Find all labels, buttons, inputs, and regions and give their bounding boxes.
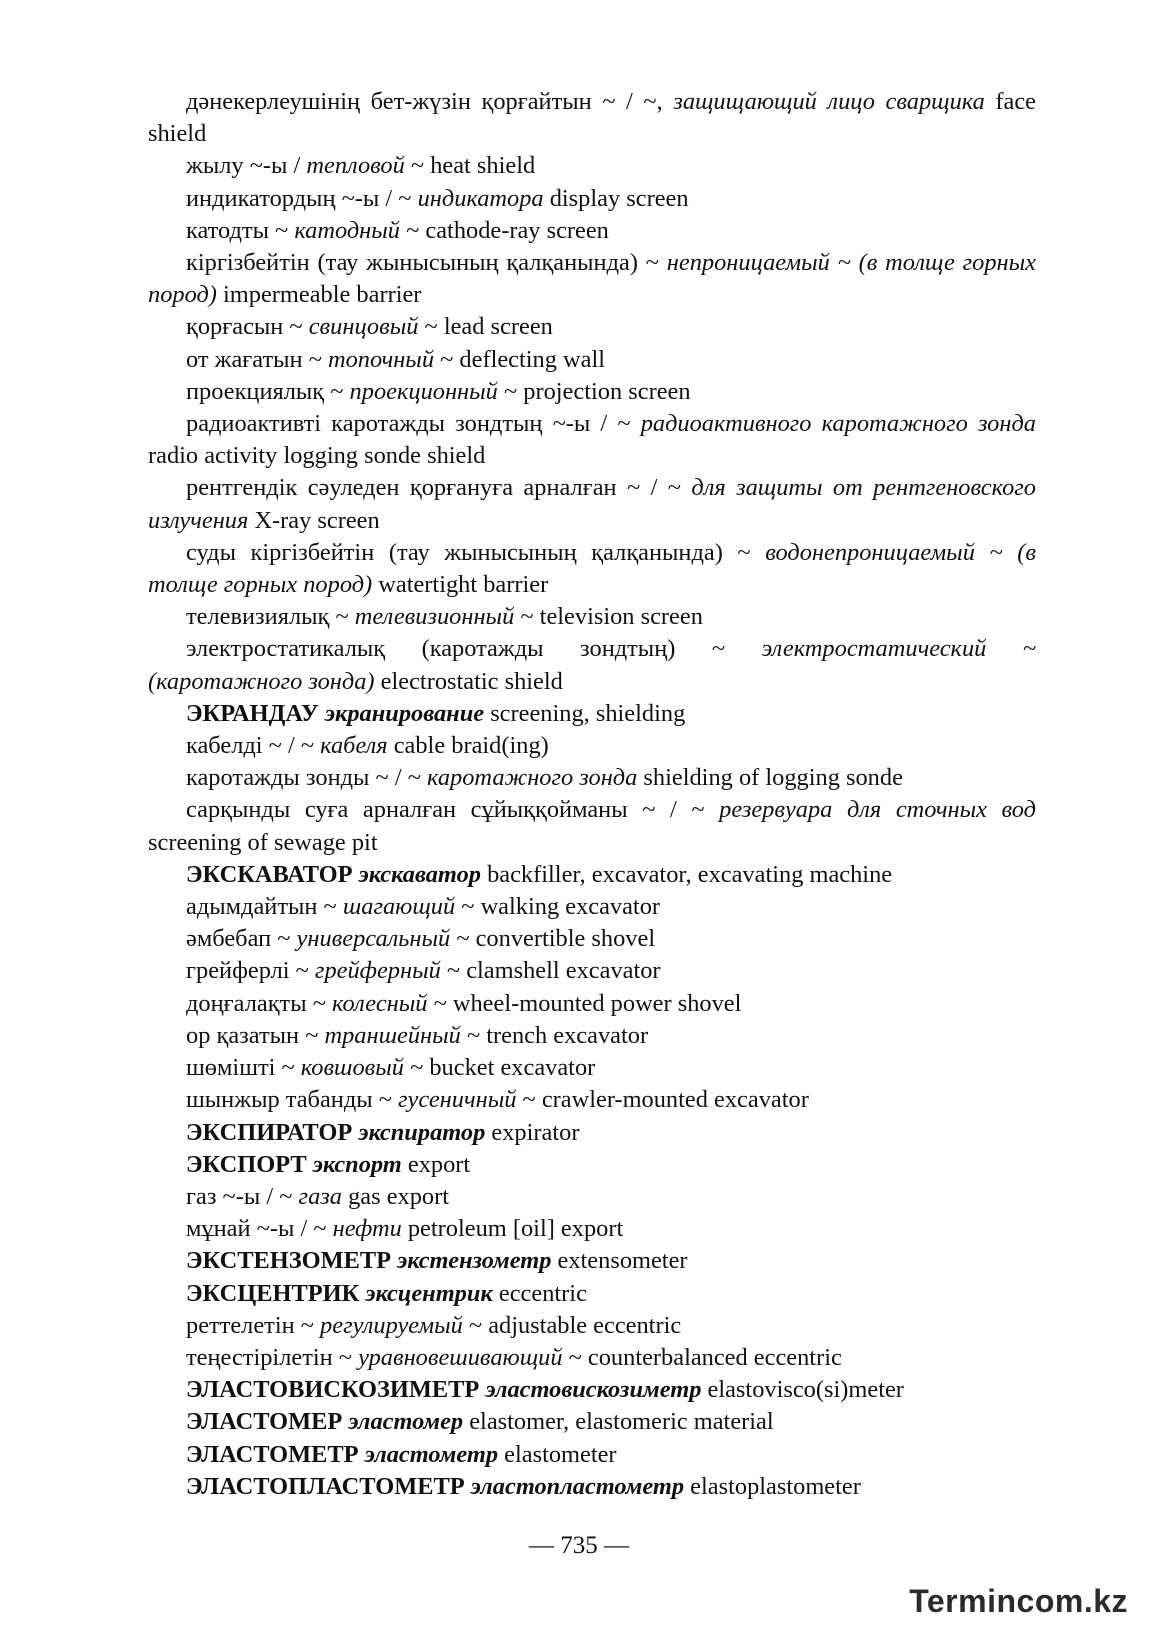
- term-russian: электростатический ~ (каротажного зонда): [148, 635, 1036, 695]
- headword-entry: [148, 698, 1036, 730]
- term-russian: телевизионный: [354, 603, 515, 631]
- headword-entry: [148, 1406, 1036, 1438]
- term-russian: проекционный: [349, 377, 498, 405]
- term-english: extensometer: [551, 1247, 688, 1275]
- term-english: elastometer: [498, 1440, 617, 1468]
- headword-entry: [148, 1117, 1036, 1149]
- term-kazakh: ор қазатын ~: [186, 1021, 325, 1049]
- term-kazakh: рентгендік сәуледен қорғануға арналған ~ / ~: [186, 474, 692, 502]
- term-kazakh: дәнекерлеушінің бет-жүзін қорғайтын ~ / ~,: [186, 88, 674, 115]
- term-russian: для защиты от рентгеновского излучения: [148, 474, 1036, 534]
- term-english: impermeable barrier: [216, 281, 422, 309]
- sub-entry: [148, 730, 1036, 762]
- term-russian: газа: [298, 1182, 342, 1210]
- sub-entry: [148, 955, 1036, 987]
- sub-entry: [148, 794, 1036, 858]
- site-watermark[interactable]: [909, 1583, 1128, 1620]
- sub-entry: [148, 376, 1036, 408]
- sub-entry: [148, 408, 1036, 472]
- sub-entry: [148, 891, 1036, 923]
- term-russian: каротажного зонда: [427, 764, 638, 792]
- term-kazakh: катодты ~: [186, 216, 295, 244]
- term-english: elastomer, elastomeric material: [463, 1408, 774, 1436]
- sub-entry: [148, 183, 1036, 215]
- term-english: ~ projection screen: [497, 377, 691, 405]
- term-russian: резервуара для сточных вод: [719, 796, 1036, 824]
- headword-russian: эластометр: [364, 1440, 499, 1468]
- sub-entry: [148, 86, 1036, 150]
- term-english: ~ bucket excavator: [403, 1054, 596, 1082]
- sub-entry: [148, 762, 1036, 794]
- term-english: gas export: [341, 1182, 450, 1210]
- term-kazakh: шөмішті ~: [186, 1054, 301, 1082]
- page-number: — 735 —: [529, 1532, 629, 1559]
- sub-entry: [148, 1020, 1036, 1052]
- term-english: ~ crawler-mounted excavator: [516, 1086, 809, 1114]
- watermark-text: Termincom.kz: [909, 1583, 1128, 1619]
- sub-entry: [148, 988, 1036, 1020]
- term-english: elastoplastometer: [684, 1472, 861, 1500]
- headword-kazakh: ЭКСЦЕНТРИК: [186, 1279, 360, 1307]
- term-kazakh: кіргізбейтін (тау жынысының қалқанында) ~: [186, 249, 667, 277]
- headword-kazakh: ЭКРАНДАУ: [186, 699, 319, 727]
- term-english: screening of sewage pit: [148, 828, 378, 856]
- term-english: ~ clamshell excavator: [440, 957, 661, 985]
- term-kazakh: грейферлі ~: [186, 957, 315, 985]
- term-russian: грейферный: [314, 957, 441, 985]
- headword-kazakh: ЭКСПИРАТОР: [186, 1118, 353, 1146]
- term-kazakh: сарқынды суға арналған сұйыққойманы ~ / ~: [186, 796, 720, 824]
- headword-kazakh: ЭЛАСТОВИСКОЗИМЕТР: [186, 1376, 480, 1404]
- sub-entry: [148, 344, 1036, 376]
- term-kazakh: радиоактивті каротажды зондтың ~-ы / ~: [186, 410, 641, 438]
- term-kazakh: кабелді ~ / ~: [186, 732, 321, 760]
- headword-kazakh: ЭЛАСТОМЕР: [186, 1408, 343, 1436]
- term-russian: кабеля: [320, 732, 388, 760]
- headword-kazakh: ЭЛАСТОМЕТР: [186, 1440, 359, 1468]
- term-russian: колесный: [332, 989, 428, 1017]
- term-english: ~ cathode-ray screen: [400, 216, 609, 244]
- sub-entry: [148, 633, 1036, 697]
- term-english: expirator: [485, 1118, 580, 1146]
- term-english: ~ trench excavator: [460, 1021, 649, 1049]
- sub-entry: [148, 1310, 1036, 1342]
- headword-entry: [148, 1471, 1036, 1503]
- term-english: petroleum [oil] export: [401, 1215, 624, 1243]
- term-russian: радиоактивного каротажного зонда: [640, 410, 1036, 438]
- term-kazakh: электростатикалық (каротажды зондтың) ~: [186, 635, 762, 663]
- term-english: ~ television screen: [514, 603, 703, 631]
- headword-russian: экспорт: [312, 1150, 402, 1178]
- sub-entry: [148, 1052, 1036, 1084]
- term-english: ~ walking excavator: [455, 893, 661, 921]
- term-english: ~ adjustable eccentric: [462, 1311, 682, 1339]
- sub-entry: [148, 150, 1036, 182]
- headword-russian: эластовискозиметр: [485, 1376, 702, 1404]
- headword-kazakh: ЭЛАСТОПЛАСТОМЕТР: [186, 1472, 465, 1500]
- sub-entry: [148, 1084, 1036, 1116]
- term-russian: водонепроницаемый ~ (в толще горных пород): [148, 538, 1036, 599]
- term-english: ~ lead screen: [418, 313, 553, 341]
- term-english: watertight barrier: [372, 571, 549, 599]
- headword-kazakh: ЭКСКАВАТОР: [186, 860, 353, 888]
- term-russian: свинцовый: [308, 313, 419, 341]
- term-kazakh: каротажды зонды ~ / ~: [186, 764, 428, 792]
- headword-russian: экстензометр: [397, 1247, 552, 1275]
- term-kazakh: проекциялық ~: [186, 377, 350, 405]
- term-kazakh: шынжыр табанды ~: [186, 1086, 399, 1114]
- term-russian: индикатора: [417, 184, 544, 212]
- term-kazakh: мұнай ~-ы / ~: [186, 1215, 333, 1243]
- term-english: ~ convertible shovel: [450, 925, 656, 953]
- headword-entry: [148, 1439, 1036, 1471]
- headword-entry: [148, 1245, 1036, 1277]
- term-english: eccentric: [492, 1279, 587, 1307]
- headword-russian: экспиратор: [358, 1118, 486, 1146]
- term-english: elastovisco(si)meter: [701, 1376, 904, 1404]
- term-russian: нефти: [332, 1215, 402, 1243]
- term-english: cable braid(ing): [387, 732, 549, 760]
- headword-russian: экранирование: [324, 699, 485, 727]
- headword-russian: эластопластометр: [470, 1472, 685, 1500]
- sub-entry: [148, 1181, 1036, 1213]
- sub-entry: [148, 1342, 1036, 1374]
- term-english: screening, shielding: [484, 699, 686, 727]
- term-russian: катодный: [294, 216, 400, 244]
- term-kazakh: газ ~-ы / ~: [186, 1182, 299, 1210]
- sub-entry: [148, 1213, 1036, 1245]
- term-english: radio activity logging sonde shield: [148, 442, 486, 470]
- term-kazakh: әмбебап ~: [186, 925, 297, 953]
- sub-entry: [148, 601, 1036, 633]
- term-russian: топочный: [328, 345, 435, 373]
- dictionary-column: [148, 86, 1036, 1503]
- term-english: X-ray screen: [248, 506, 380, 534]
- term-english: display screen: [543, 184, 689, 212]
- term-russian: регулируемый: [320, 1311, 463, 1339]
- term-kazakh: қорғасын ~: [186, 313, 309, 341]
- headword-russian: экскаватор: [358, 860, 481, 888]
- term-russian: гусеничный: [398, 1086, 517, 1114]
- sub-entry: [148, 472, 1036, 536]
- term-kazakh: реттелетін ~: [186, 1311, 321, 1339]
- headword-russian: эксцентрик: [365, 1279, 493, 1307]
- headword-entry: [148, 859, 1036, 891]
- sub-entry: [148, 923, 1036, 955]
- term-russian: защищающий лицо сварщика: [673, 88, 985, 115]
- term-kazakh: жылу ~-ы /: [186, 152, 307, 180]
- term-russian: универсальный: [296, 925, 451, 953]
- term-english: shielding of logging sonde: [637, 764, 903, 792]
- headword-entry: [148, 1278, 1036, 1310]
- term-kazakh: индикатордың ~-ы / ~: [186, 184, 418, 212]
- term-english: ~ deflecting wall: [434, 345, 606, 373]
- headword-entry: [148, 1374, 1036, 1406]
- term-russian: шагающий: [342, 893, 456, 921]
- sub-entry: [148, 247, 1036, 311]
- term-english: ~ wheel-mounted power shovel: [427, 989, 742, 1017]
- term-english: export: [401, 1150, 471, 1178]
- headword-kazakh: ЭКСПОРТ: [186, 1150, 307, 1178]
- term-english: ~ heat shield: [404, 152, 536, 180]
- headword-kazakh: ЭКСТЕНЗОМЕТР: [186, 1247, 392, 1275]
- term-english: backfiller, excavator, excavating machine: [480, 860, 893, 888]
- sub-entry: [148, 537, 1036, 601]
- term-kazakh: суды кіргізбейтін (тау жынысының қалқанында) ~: [186, 538, 766, 566]
- sub-entry: [148, 215, 1036, 247]
- headword-entry: [148, 1149, 1036, 1181]
- term-kazakh: доңғалақты ~: [186, 989, 332, 1017]
- term-kazakh: адымдайтын ~: [186, 893, 343, 921]
- term-russian: тепловой: [306, 152, 405, 180]
- term-english: electrostatic shield: [374, 667, 563, 695]
- term-english: ~ counterbalanced eccentric: [562, 1343, 842, 1371]
- term-russian: непроницаемый ~ (в толще горных пород): [148, 249, 1036, 309]
- term-kazakh: от жағатын ~: [186, 345, 328, 373]
- sub-entry: [148, 311, 1036, 343]
- term-english: face shield: [148, 88, 1036, 148]
- term-russian: уравновешивающий: [358, 1343, 563, 1371]
- term-russian: ковшовый: [300, 1054, 404, 1082]
- term-kazakh: теңестірілетін ~: [186, 1343, 359, 1371]
- headword-russian: эластомер: [348, 1408, 464, 1436]
- term-russian: траншейный: [324, 1021, 461, 1049]
- term-kazakh: телевизиялық ~: [186, 603, 355, 631]
